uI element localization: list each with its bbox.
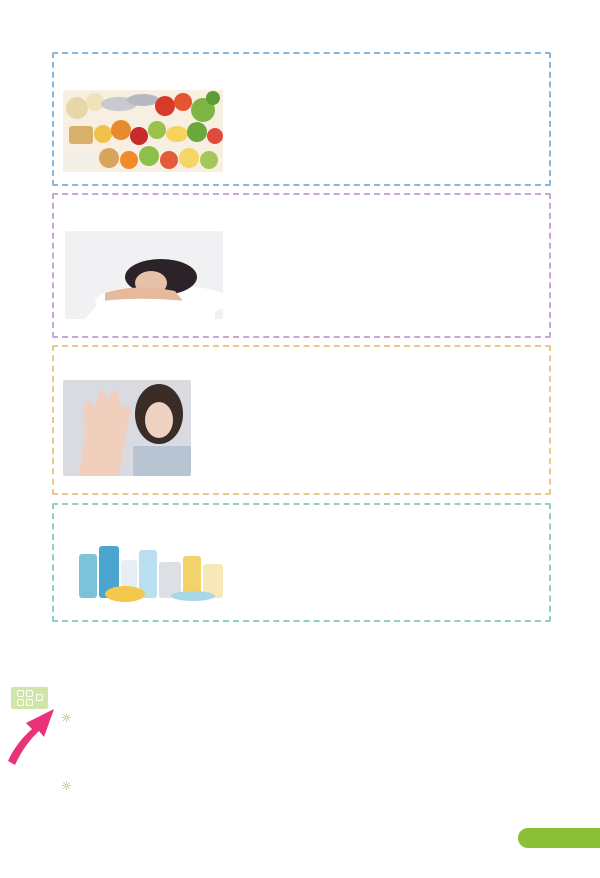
stop-hand-image: [63, 380, 191, 476]
bottom-decorative-strip: [0, 823, 600, 827]
hygiene-products-image: [75, 540, 229, 602]
sun-bullet-icon: ☼: [61, 711, 72, 725]
rule-2-box: [52, 52, 551, 186]
page-number: [518, 828, 600, 848]
rule-4-box: [52, 345, 551, 495]
rule-5-box: [52, 503, 551, 622]
rule-3-box: [52, 193, 551, 338]
healthy-food-image: [63, 90, 223, 172]
top-decorative-dots: [0, 8, 600, 20]
sun-bullet-icon: ☼: [61, 779, 72, 793]
sleeping-girl-image: [65, 231, 223, 319]
footer-line: [0, 841, 516, 842]
pointer-arrow-icon: [2, 703, 62, 767]
